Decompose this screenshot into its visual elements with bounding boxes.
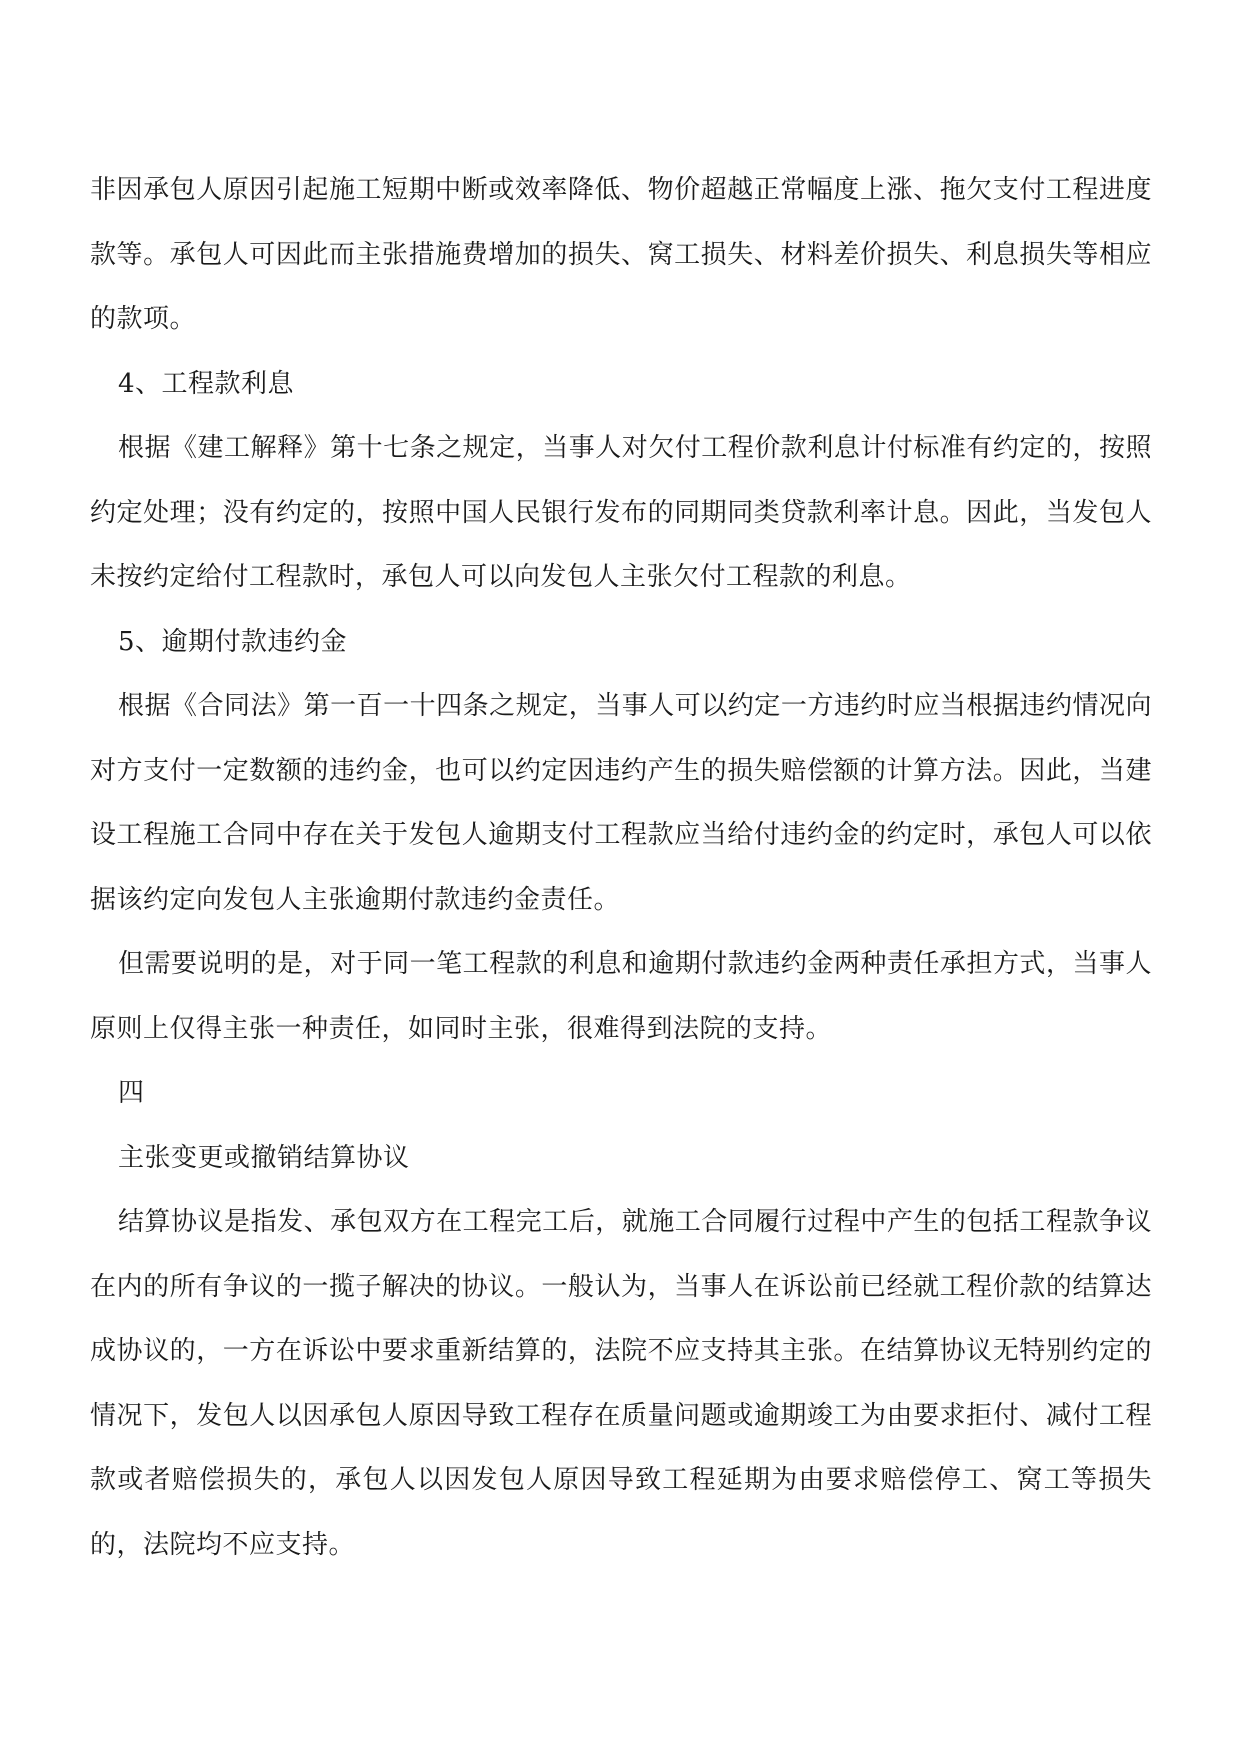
section-number: 四	[118, 1078, 145, 1108]
document-body	[90, 158, 1152, 1577]
heading-interest: 4、工程款利息	[118, 368, 295, 399]
heading-penalty: 5、逾期付款违约金	[118, 626, 348, 657]
paragraph-penalty: 根据《合同法》第一百一十四条之规定，当事人可以约定一方违约时应当根据违约情况向对方支付一定数额的违约金，也可以约定因违约产生的损失赔偿额的计算方法。因此，当建设工程施工合同中存在关于发包人逾期支付工程款应当给付违约金的约定时，承包人可以依据该约定向发包人主张逾期付款违约金责任。	[90, 691, 1152, 915]
paragraph-interest: 根据《建工解释》第十七条之规定，当事人对欠付工程价款利息计付标准有约定的，按照约定处理；没有约定的，按照中国人民银行发布的同期同类贷款利率计息。因此，当发包人未按约定给付工程款时，承包人可以向发包人主张欠付工程款的利息。	[90, 433, 1152, 592]
paragraph-note: 但需要说明的是，对于同一笔工程款的利息和逾期付款违约金两种责任承担方式，当事人原则上仅得主张一种责任，如同时主张，很难得到法院的支持。	[90, 949, 1152, 1044]
paragraph-settlement: 结算协议是指发、承包双方在工程完工后，就施工合同履行过程中产生的包括工程款争议在内的所有争议的一揽子解决的协议。一般认为，当事人在诉讼前已经就工程价款的结算达成协议的，一方在诉讼中要求重新结算的，法院不应支持其主张。在结算协议无特别约定的情况下，发包人以因承包人原因导致工程存在质量问题或逾期竣工为由要求拒付、减付工程款或者赔偿损失的，承包人以因发包人原因导致工程延期为由要求赔偿停工、窝工等损失的，法院均不应支持。	[90, 1207, 1152, 1560]
paragraph-continuation: 非因承包人原因引起施工短期中断或效率降低、物价超越正常幅度上涨、拖欠支付工程进度款等。承包人可因此而主张措施费增加的损失、窝工损失、材料差价损失、利息损失等相应的款项。	[90, 175, 1152, 334]
section-title: 主张变更或撤销结算协议	[118, 1142, 410, 1173]
